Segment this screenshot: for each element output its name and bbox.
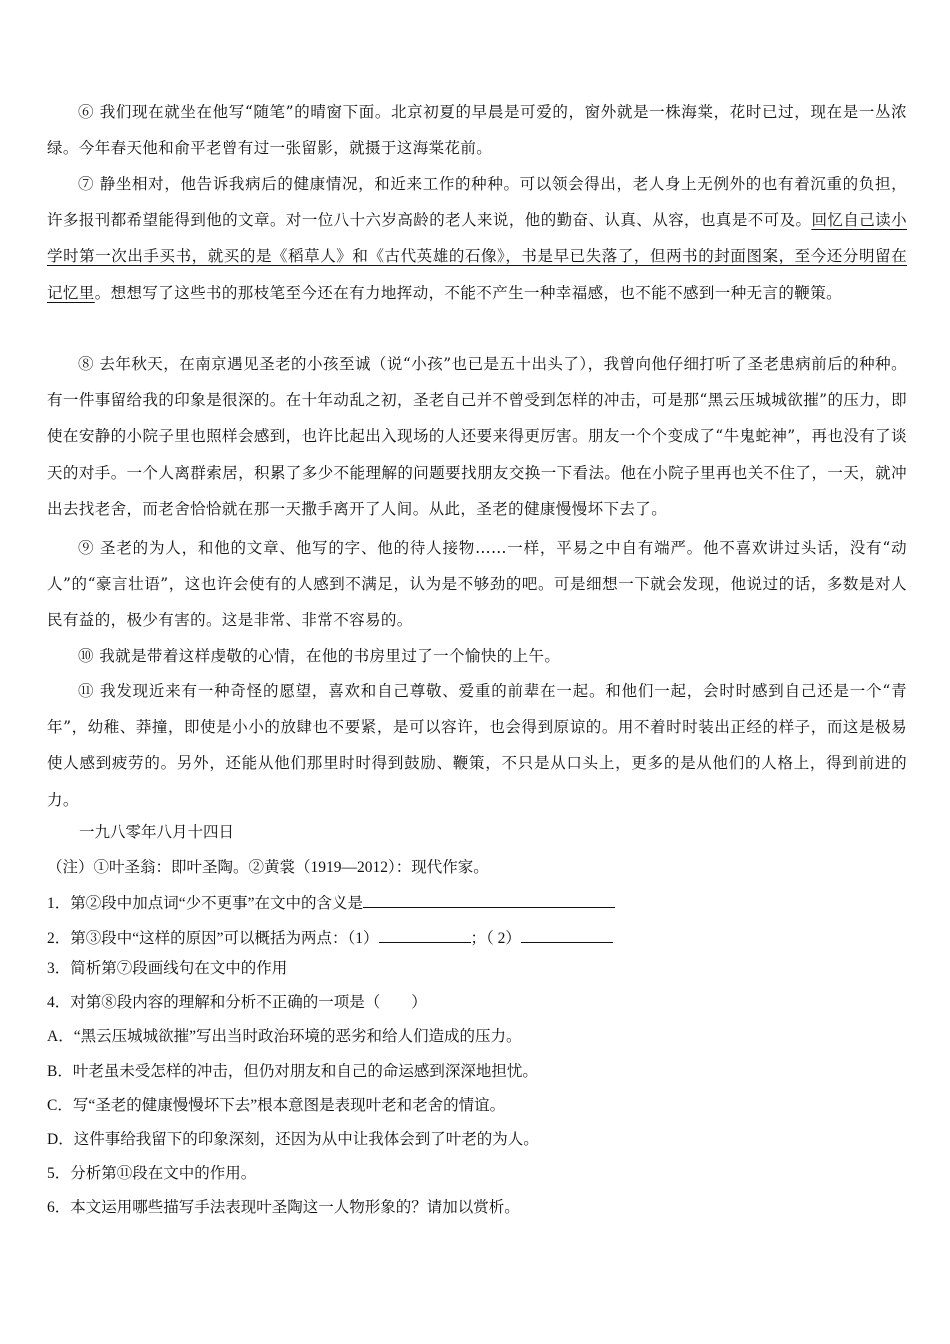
question-3: 3．简析第⑦段画线句在文中的作用	[47, 960, 288, 977]
question-2	[47, 926, 907, 949]
paragraph-11: ⑪ 我发现近来有一种奇怪的愿望，喜欢和自己尊敬、爱重的前辈在一起。和他们一起，会时时感到自己还是一个“青年”，幼稚、莽撞，即使是小小的放肆也不要紧，是可以容许，也会得到原谅的。用不着时时装出正经的样子，而这是极易使人感到疲劳的。另外，还能从他们那里时时得到鼓励、鞭策，不只是从口头上，更多的是从他们的人格上，得到前进的力。	[47, 682, 907, 809]
underlined-sentence: 回忆自己读小学时第一次出手买书，就买的是《稻草人》和《古代英雄的石像》，书是早已失落了，但两书的封面图案，至今还分明留在记忆里	[47, 211, 907, 302]
question-4: 4．对第⑧段内容的理解和分析不正确的一项是（ ）	[47, 994, 427, 1011]
question-6: 6．本文运用哪些描写手法表现叶圣陶这一人物形象的？请加以赏析。	[47, 1199, 520, 1216]
question-1-text: 1．第②段中加点词“少不更事”在文中的含义是	[47, 895, 364, 912]
option-b[interactable]: B．叶老虽未受怎样的冲击，但仍对朋友和自己的命运感到深深地担忧。	[47, 1063, 538, 1080]
footnote: （注）①叶圣翁：即叶圣陶。②黄裳（1919—2012）：现代作家。	[47, 859, 489, 876]
answer-blank-1[interactable]	[363, 891, 615, 908]
paragraph-7-text: ⑦ 静坐相对，他告诉我病后的健康情况，和近来工作的种种。可以领会得出，老人身上无例外的也有着沉重的负担，许多报刊都希望能得到他的文章。对一位八十六岁高龄的老人来说，他的勤奋、认真、从容，也真是不可及。	[47, 175, 907, 230]
paragraph-10: ⑩ 我就是带着这样虔敬的心情，在他的书房里过了一个愉快的上午。	[78, 647, 561, 665]
answer-blank-2b[interactable]	[521, 926, 613, 943]
question-1	[47, 891, 907, 914]
article-date: 一九八零年八月十四日	[79, 824, 235, 841]
question-2-text: 2．第③段中“这样的原因”可以概括为两点：（1）	[47, 930, 379, 947]
paragraph-8: ⑧ 去年秋天，在南京遇见圣老的小孩至诚（说“小孩”也已是五十出头了），我曾向他仔细打听了圣老患病前后的种种。有一件事留给我的印象是很深的。在十年动乱之初，圣老自己并不曾受到怎样的冲击，可是那“黑云压城城欲摧”的压力，即使在安静的小院子里也照样会感到，也许比起出入现场的人还要来得更厉害。朋友一个个变成了“牛鬼蛇神”，再也没有了谈天的对手。一个人离群索居，积累了多少不能理解的问题要找朋友交换一下看法。他在小院子里再也关不住了，一天，就冲出去找老舍，而老舍恰恰就在那一天撒手离开了人间。从此，圣老的健康慢慢坏下去了。	[47, 355, 907, 518]
paragraph-7-tail: 。想想写了这些书的那枝笔至今还在有力地挥动，不能不产生一种幸福感，也不能不感到一种无言的鞭策。	[94, 283, 843, 302]
option-a[interactable]: A．“黑云压城城欲摧”写出当时政治环境的恶劣和给人们造成的压力。	[47, 1028, 522, 1045]
paragraph-7	[47, 166, 907, 311]
paragraph-9: ⑨ 圣老的为人，和他的文章、他写的字、他的待人接物……一样，平易之中自有端严。他不喜欢讲过头话，没有“动人”的“豪言壮语”，这也许会使有的人感到不满足，认为是不够劲的吧。可是细想一下就会发现，他说过的话，多数是对人民有益的，极少有害的。这是非常、非常不容易的。	[47, 539, 907, 630]
option-c[interactable]: C．写“圣老的健康慢慢坏下去”根本意图是表现叶老和老舍的情谊。	[47, 1097, 506, 1114]
paragraph-6: ⑥ 我们现在就坐在他写“随笔”的晴窗下面。北京初夏的早晨是可爱的，窗外就是一株海棠，花时已过，现在是一丛浓绿。今年春天他和俞平老曾有过一张留影，就摄于这海棠花前。	[47, 103, 907, 158]
answer-blank-2a[interactable]	[379, 926, 471, 943]
question-5: 5．分析第⑪段在文中的作用。	[47, 1165, 257, 1182]
question-2-mid: ；（ 2）	[470, 930, 521, 947]
option-d[interactable]: D．这件事给我留下的印象深刻，还因为从中让我体会到了叶老的为人。	[47, 1131, 539, 1148]
